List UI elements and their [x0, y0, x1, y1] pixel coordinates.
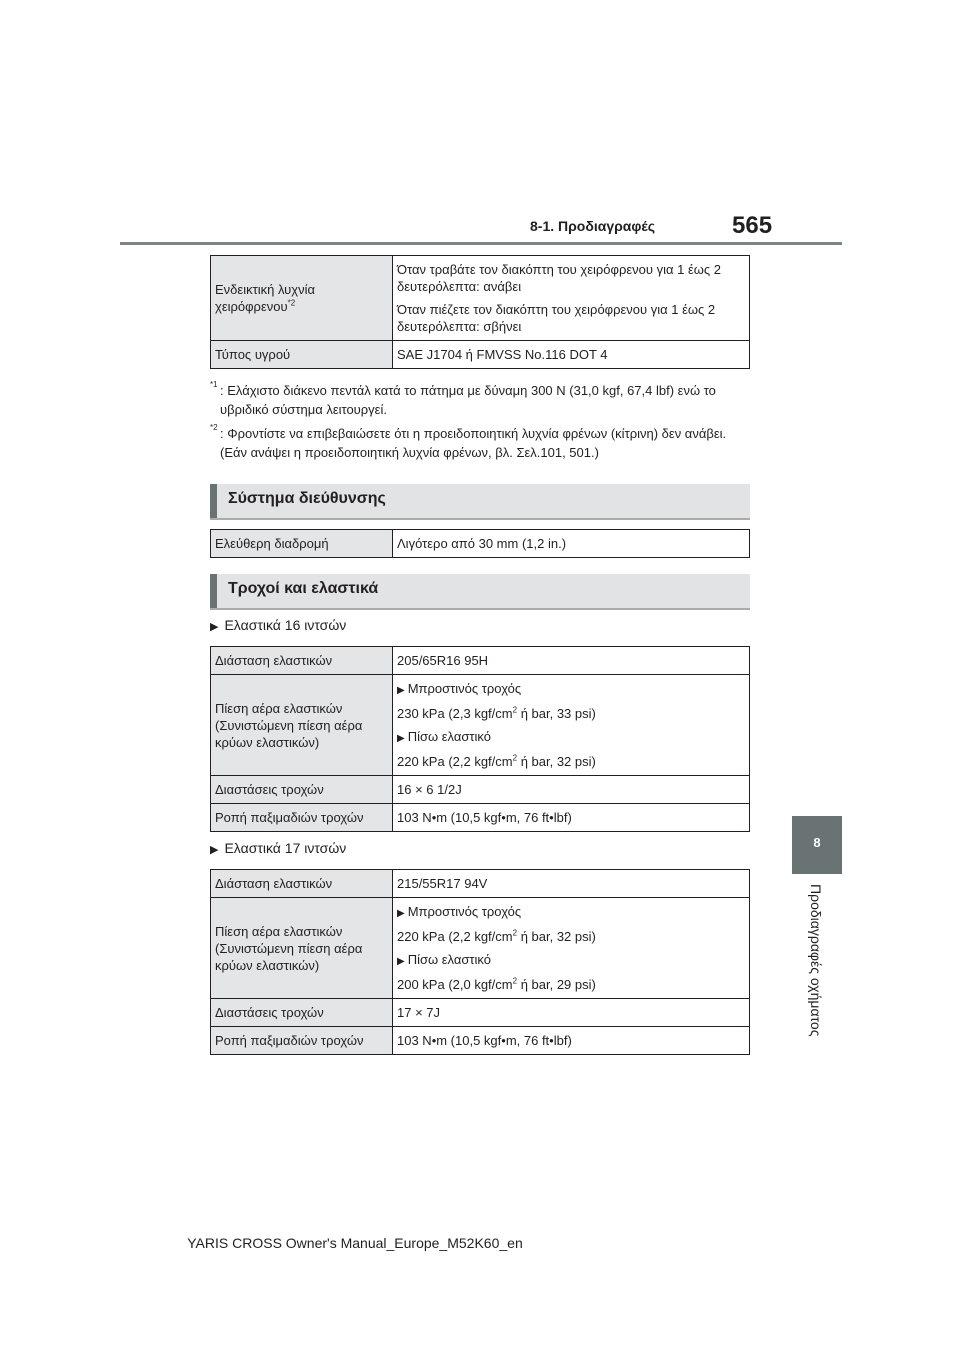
tire-pressure-label: Πίεση αέρα ελαστικών (Συνιστώμενη πίεση αέρα κρύων ελαστικών) — [211, 675, 393, 776]
value-line: Όταν πιέζετε τον διακόπτη του χειρόφρενου για 1 έως 2 δευτερόλεπτα: σβήνει — [397, 302, 716, 334]
subheading-text: Ελαστικά 17 ιντσών — [224, 840, 347, 856]
rear-wheel-label: Πίσω ελαστικό — [407, 952, 491, 967]
section-heading — [210, 574, 750, 610]
triangle-bullet-icon: ▶ — [397, 908, 405, 919]
value-line — [397, 705, 745, 722]
free-play-label: Ελεύθερη διαδρομή — [211, 530, 393, 558]
page-number: 565 — [732, 212, 773, 239]
table-row — [211, 898, 750, 999]
heading-accent-bar — [210, 484, 217, 518]
section-heading-text: Σύστημα διεύθυνσης — [228, 490, 386, 507]
fluid-type-value: SAE J1704 ή FMVSS No.116 DOT 4 — [393, 341, 750, 369]
tire-spec-table — [210, 646, 750, 832]
front-pressure-value-suffix: ή bar, 33 psi) — [517, 706, 596, 721]
triangle-bullet-icon: ▶ — [397, 685, 405, 696]
subheading — [210, 617, 346, 633]
footnote-text: : Φροντίστε να επιβεβαιώσετε ότι η προειδοποιητική λυχνία φρένων (κίτρινη) δεν ανάβει. (Εάν ανάψει η προειδοποιητική λυχνία φρένων, βλ. Σελ.101, 501.) — [220, 426, 727, 460]
footer — [0, 1235, 960, 1251]
section-heading-text: Τροχοί και ελαστικά — [228, 580, 379, 597]
rear-pressure-value: 220 kPa (2,2 kgf/cm — [397, 754, 513, 769]
chapter-label: Προδιαγραφές οχήματος — [808, 884, 824, 1037]
rear-pressure-value: 200 kPa (2,0 kgf/cm — [397, 977, 513, 992]
footer-text: YARIS CROSS Owner's Manual_Europe_M52K60_en — [187, 1235, 523, 1251]
table-row — [211, 530, 750, 558]
value-line — [397, 680, 745, 699]
wheel-size-value: 17 × 7J — [393, 999, 750, 1027]
table-row — [211, 256, 750, 341]
nut-torque-value: 103 N•m (10,5 kgf•m, 76 ft•lbf) — [393, 1027, 750, 1055]
fluid-type-label: Τύπος υγρού — [211, 341, 393, 369]
steering-spec-table — [210, 529, 750, 558]
tire-size-value: 215/55R17 94V — [393, 870, 750, 898]
tire-pressure-label: Πίεση αέρα ελαστικών (Συνιστώμενη πίεση αέρα κρύων ελαστικών) — [211, 898, 393, 999]
parking-brake-indicator-label: Ενδεικτική λυχνία χειρόφρενου — [215, 282, 315, 314]
footnote-text: : Ελάχιστο διάκενο πεντάλ κατά το πάτημα με δύναμη 300 N (31,0 kgf, 67,4 lbf) ενώ το υβριδικό σύστημα λειτουργεί. — [220, 383, 716, 417]
wheel-size-value: 16 × 6 1/2J — [393, 776, 750, 804]
value-line — [397, 951, 745, 970]
tire-pressure-values — [393, 675, 750, 776]
front-pressure-value: 220 kPa (2,2 kgf/cm — [397, 929, 513, 944]
triangle-bullet-icon: ▶ — [210, 621, 219, 633]
rear-pressure-value-suffix: ή bar, 29 psi) — [517, 977, 596, 992]
front-wheel-label: Μπροστινός τροχός — [407, 904, 522, 919]
footnote: *1 : Ελάχιστο διάκενο πεντάλ κατά το πάτημα με δύναμη 300 N (31,0 kgf, 67,4 lbf) ενώ το υβριδικό σύστημα λειτουργεί. — [210, 381, 750, 419]
tire-pressure-values — [393, 898, 750, 999]
triangle-bullet-icon: ▶ — [210, 844, 219, 856]
table-row — [211, 647, 750, 675]
wheel-size-label: Διαστάσεις τροχών — [211, 999, 393, 1027]
subheading-text: Ελαστικά 16 ιντσών — [224, 617, 347, 633]
heading-accent-bar — [210, 574, 217, 608]
tire-size-label: Διάσταση ελαστικών — [211, 870, 393, 898]
chapter-number: 8 — [813, 835, 821, 850]
table-row — [211, 870, 750, 898]
table-label-cell — [211, 256, 393, 341]
table-row — [211, 341, 750, 369]
triangle-bullet-icon: ▶ — [397, 956, 405, 967]
brake-spec-table — [210, 255, 750, 369]
tire-spec-table — [210, 869, 750, 1055]
value-line — [397, 903, 745, 922]
tire-size-label: Διάσταση ελαστικών — [211, 647, 393, 675]
value-line — [397, 976, 745, 993]
rear-wheel-label: Πίσω ελαστικό — [407, 729, 491, 744]
table-row — [211, 675, 750, 776]
table-row — [211, 1027, 750, 1055]
section-title: 8-1. Προδιαγραφές — [530, 218, 655, 234]
table-row — [211, 999, 750, 1027]
table-row — [211, 776, 750, 804]
chapter-label-container — [792, 884, 842, 1064]
tire-size-value: 205/65R16 95H — [393, 647, 750, 675]
superscript: 2 — [512, 928, 518, 938]
rear-pressure-value-suffix: ή bar, 32 psi) — [517, 754, 596, 769]
chapter-tab — [792, 816, 842, 874]
footnote-ref: *2 — [287, 298, 296, 308]
superscript: 2 — [512, 976, 518, 986]
nut-torque-label: Ροπή παξιμαδιών τροχών — [211, 804, 393, 832]
footnote: *2 : Φροντίστε να επιβεβαιώσετε ότι η προειδοποιητική λυχνία φρένων (κίτρινη) δεν ανάβει. (Εάν ανάψει η προειδοποιητική λυχνία φρένων, βλ. Σελ.101, 501.) — [210, 424, 750, 462]
table-value-cell — [393, 256, 750, 341]
table-row — [211, 804, 750, 832]
value-line — [397, 728, 745, 747]
subheading — [210, 840, 346, 856]
front-pressure-value-suffix: ή bar, 32 psi) — [517, 929, 596, 944]
value-line — [397, 753, 745, 770]
header-divider — [120, 242, 842, 245]
front-wheel-label: Μπροστινός τροχός — [407, 681, 522, 696]
section-heading — [210, 484, 750, 520]
front-pressure-value: 230 kPa (2,3 kgf/cm — [397, 706, 513, 721]
free-play-value: Λιγότερο από 30 mm (1,2 in.) — [393, 530, 750, 558]
value-line: Όταν τραβάτε τον διακόπτη του χειρόφρενου για 1 έως 2 δευτερόλεπτα: ανάβει — [397, 262, 722, 294]
triangle-bullet-icon: ▶ — [397, 733, 405, 744]
nut-torque-label: Ροπή παξιμαδιών τροχών — [211, 1027, 393, 1055]
superscript: 2 — [512, 753, 518, 763]
superscript: 2 — [512, 705, 518, 715]
nut-torque-value: 103 N•m (10,5 kgf•m, 76 ft•lbf) — [393, 804, 750, 832]
value-line — [397, 928, 745, 945]
wheel-size-label: Διαστάσεις τροχών — [211, 776, 393, 804]
